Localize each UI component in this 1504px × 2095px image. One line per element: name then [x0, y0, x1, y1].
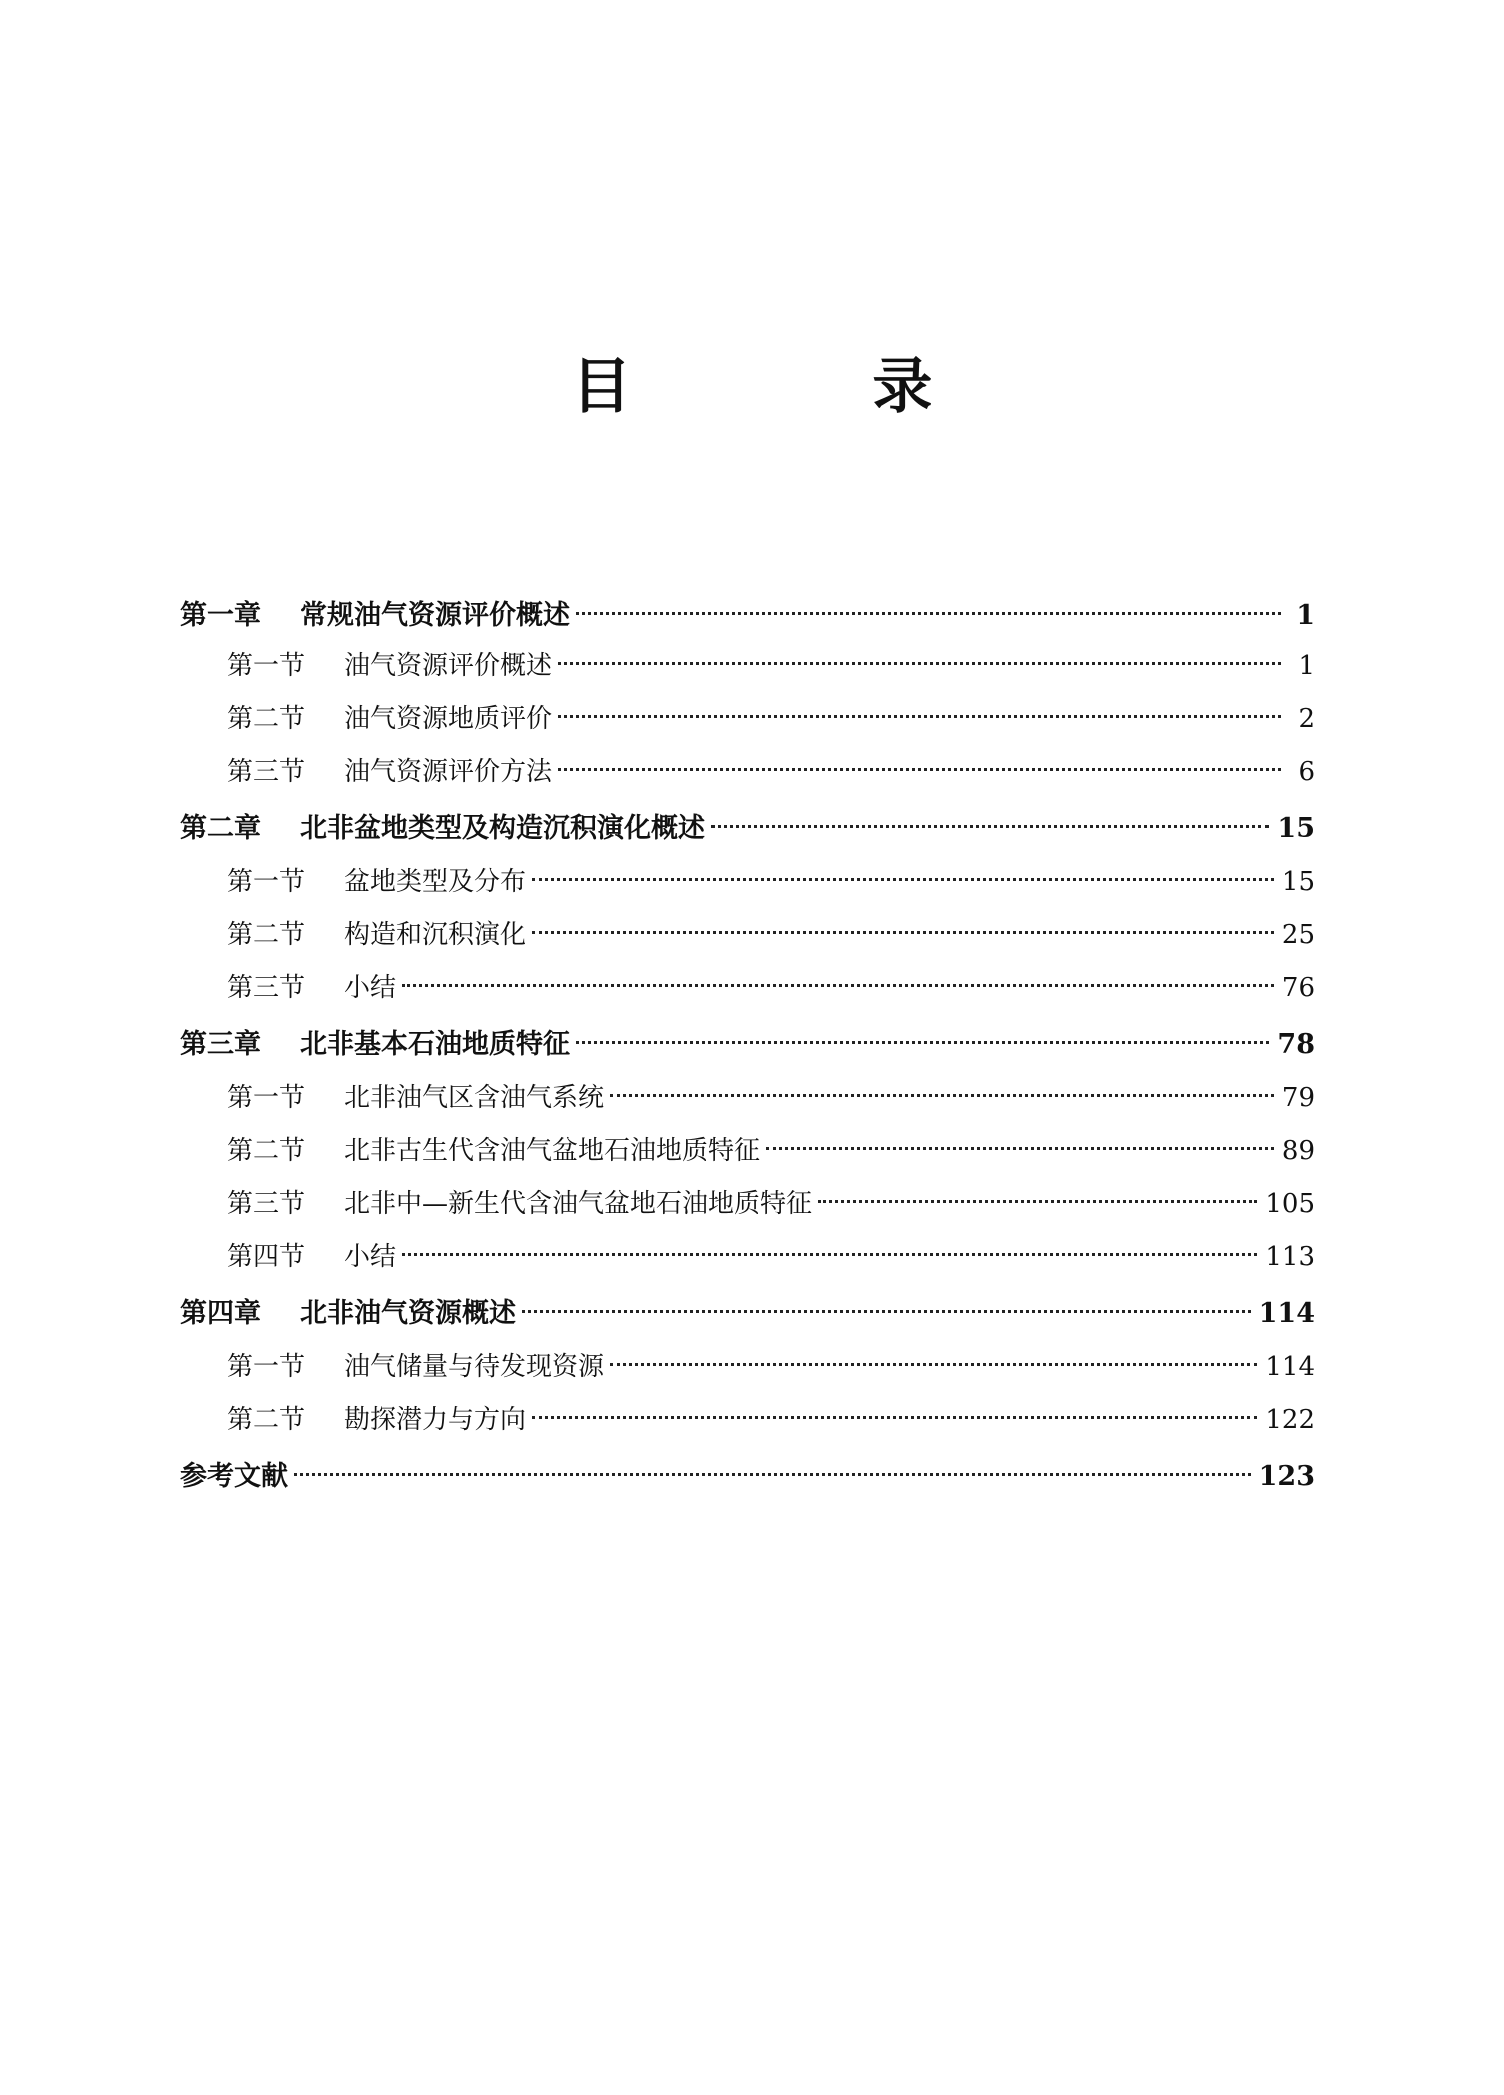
page-number: 15	[1277, 813, 1315, 844]
toc-section[interactable]	[180, 1076, 1315, 1129]
section-title: 油气资源评价概述	[344, 651, 553, 681]
dot-leader	[558, 662, 1281, 665]
dot-leader	[610, 1094, 1274, 1097]
section-title: 小结	[344, 1242, 397, 1272]
dot-leader	[576, 1041, 1269, 1044]
toc-chapter-4[interactable]	[180, 1292, 1315, 1345]
page-number: 123	[1258, 1461, 1315, 1492]
section-title: 勘探潜力与方向	[344, 1405, 527, 1435]
toc-chapter-3[interactable]	[180, 1023, 1315, 1076]
table-of-contents	[180, 594, 1315, 1508]
toc-section[interactable]	[180, 1129, 1315, 1182]
dot-leader	[558, 768, 1281, 771]
toc-section[interactable]	[180, 860, 1315, 913]
dot-leader	[522, 1310, 1251, 1313]
page-number: 105	[1265, 1189, 1315, 1219]
section-number: 第一节	[227, 867, 306, 897]
page-number: 114	[1258, 1298, 1315, 1329]
toc-chapter-2[interactable]	[180, 807, 1315, 860]
section-number: 第二节	[227, 920, 306, 950]
page-number: 79	[1281, 1083, 1315, 1113]
page-title: 目 录	[571, 352, 1043, 422]
page-number: 78	[1277, 1029, 1315, 1060]
section-title: 油气储量与待发现资源	[344, 1352, 605, 1382]
toc-section[interactable]	[180, 1398, 1315, 1455]
section-number: 第二节	[227, 1405, 306, 1435]
toc-section[interactable]	[180, 1182, 1315, 1235]
toc-section[interactable]	[180, 750, 1315, 807]
section-title: 盆地类型及分布	[344, 867, 527, 897]
dot-leader	[402, 1253, 1257, 1256]
chapter-number: 第二章	[180, 813, 261, 844]
page-number: 1	[1296, 600, 1315, 631]
toc-section[interactable]	[180, 1235, 1315, 1292]
section-title: 油气资源评价方法	[344, 757, 553, 787]
page-number: 76	[1281, 973, 1315, 1003]
dot-leader	[532, 931, 1274, 934]
dot-leader	[558, 715, 1281, 718]
section-number: 第四节	[227, 1242, 306, 1272]
section-title: 油气资源地质评价	[344, 704, 553, 734]
dot-leader	[576, 612, 1281, 615]
toc-section[interactable]	[180, 1345, 1315, 1398]
page-number: 89	[1281, 1136, 1315, 1166]
section-title: 构造和沉积演化	[344, 920, 527, 950]
section-number: 第一节	[227, 1083, 306, 1113]
toc-section[interactable]	[180, 644, 1315, 697]
chapter-number: 第四章	[180, 1298, 261, 1329]
chapter-title: 北非基本石油地质特征	[300, 1029, 570, 1060]
dot-leader	[294, 1473, 1251, 1476]
dot-leader	[402, 984, 1274, 987]
section-number: 第二节	[227, 704, 306, 734]
chapter-title: 北非盆地类型及构造沉积演化概述	[300, 813, 705, 844]
page-number: 122	[1265, 1405, 1315, 1435]
section-title: 北非古生代含油气盆地石油地质特征	[344, 1136, 761, 1166]
dot-leader	[711, 825, 1269, 828]
chapter-number: 第一章	[180, 600, 261, 631]
dot-leader	[532, 878, 1274, 881]
references-title: 参考文献	[180, 1461, 288, 1492]
dot-leader	[818, 1200, 1257, 1203]
section-number: 第一节	[227, 651, 306, 681]
toc-section[interactable]	[180, 697, 1315, 750]
page-number: 25	[1281, 920, 1315, 950]
page-number: 113	[1265, 1242, 1315, 1272]
page-number: 15	[1281, 867, 1315, 897]
toc-section[interactable]	[180, 966, 1315, 1023]
toc-section[interactable]	[180, 913, 1315, 966]
chapter-title: 北非油气资源概述	[300, 1298, 516, 1329]
page-number: 6	[1298, 757, 1315, 787]
chapter-title: 常规油气资源评价概述	[300, 600, 570, 631]
page-number: 2	[1298, 704, 1315, 734]
dot-leader	[610, 1363, 1257, 1366]
section-title: 小结	[344, 973, 397, 1003]
dot-leader	[766, 1147, 1274, 1150]
section-title: 北非中—新生代含油气盆地石油地质特征	[344, 1189, 813, 1219]
page-number: 114	[1265, 1352, 1315, 1382]
section-number: 第三节	[227, 1189, 306, 1219]
dot-leader	[532, 1416, 1257, 1419]
toc-references[interactable]	[180, 1455, 1315, 1508]
chapter-number: 第三章	[180, 1029, 261, 1060]
section-number: 第三节	[227, 757, 306, 787]
section-number: 第三节	[227, 973, 306, 1003]
section-number: 第二节	[227, 1136, 306, 1166]
toc-chapter-1[interactable]	[180, 594, 1315, 644]
section-title: 北非油气区含油气系统	[344, 1083, 605, 1113]
page-number: 1	[1298, 651, 1315, 681]
section-number: 第一节	[227, 1352, 306, 1382]
